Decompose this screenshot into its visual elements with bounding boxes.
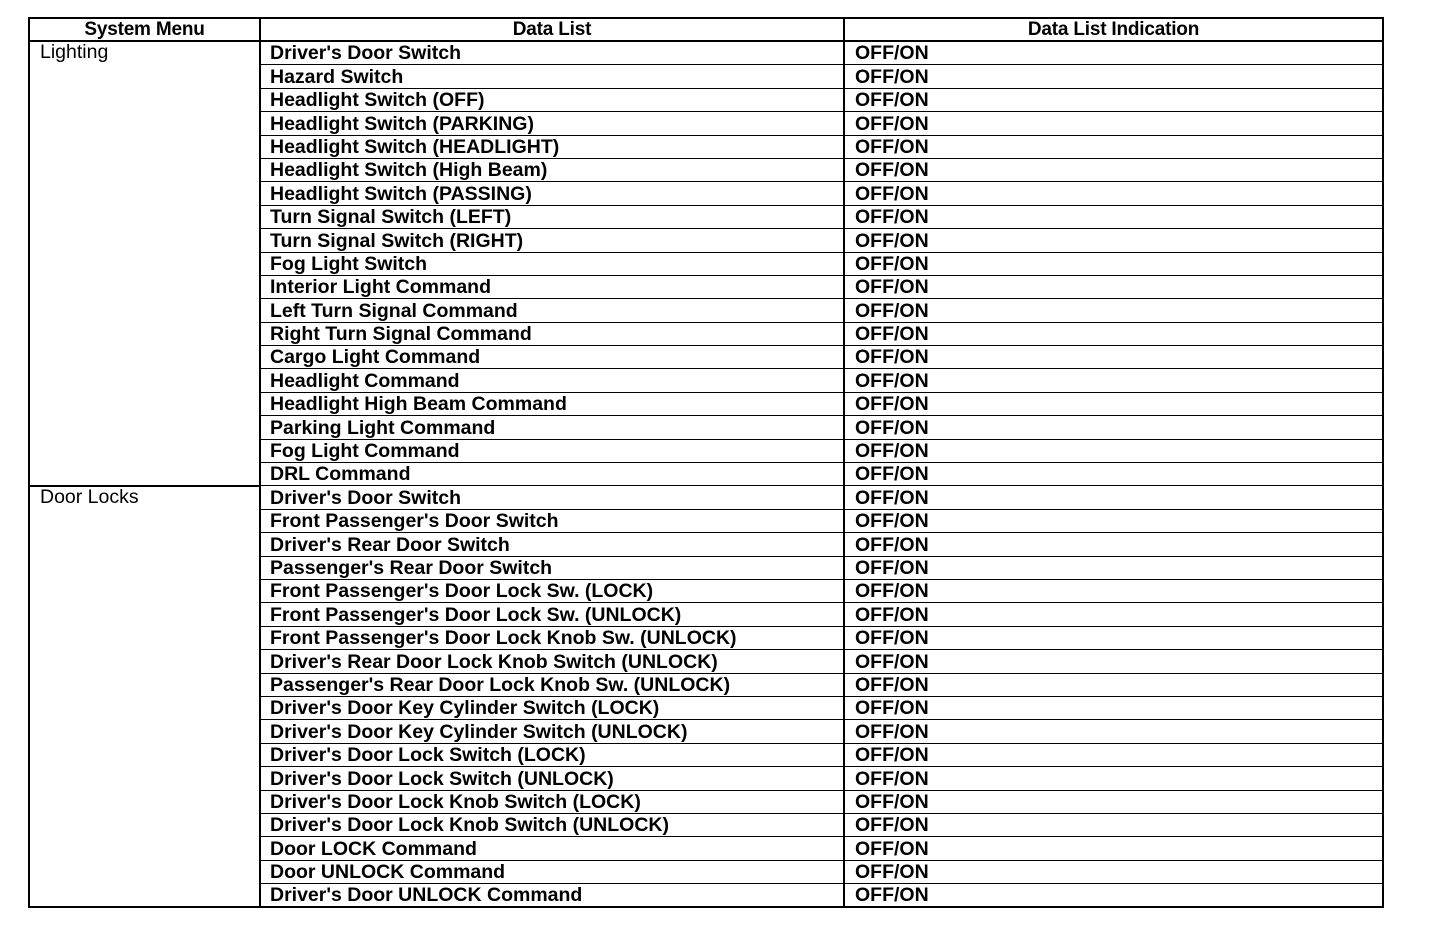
data-list-indication-cell: OFF/ON — [844, 860, 1383, 883]
data-list-indication-cell: OFF/ON — [844, 509, 1383, 532]
data-list-indication-cell: OFF/ON — [844, 41, 1383, 65]
data-list-indication-cell: OFF/ON — [844, 556, 1383, 579]
data-list-indication-cell: OFF/ON — [844, 299, 1383, 322]
data-list-indication-cell: OFF/ON — [844, 65, 1383, 88]
table-row — [29, 41, 1383, 65]
data-list-item-cell: Driver's Door Switch — [260, 486, 844, 509]
data-list-item-cell: Fog Light Switch — [260, 252, 844, 275]
data-list-item-cell: Front Passenger's Door Lock Knob Sw. (UNLOCK) — [260, 626, 844, 649]
data-list-item-cell: Cargo Light Command — [260, 346, 844, 369]
data-list-item-cell: Passenger's Rear Door Lock Knob Sw. (UNLOCK) — [260, 673, 844, 696]
data-list-item-cell: Driver's Door Key Cylinder Switch (LOCK) — [260, 696, 844, 719]
data-list-indication-cell: OFF/ON — [844, 767, 1383, 790]
data-list-item-cell: Headlight Command — [260, 369, 844, 392]
header-data-list: Data List — [260, 18, 844, 41]
data-list-indication-cell: OFF/ON — [844, 696, 1383, 719]
system-menu-cell: Lighting — [29, 41, 260, 486]
data-list-table — [28, 17, 1384, 908]
data-list-item-cell: Front Passenger's Door Switch — [260, 509, 844, 532]
data-list-indication-cell: OFF/ON — [844, 603, 1383, 626]
data-list-item-cell: Headlight High Beam Command — [260, 392, 844, 415]
data-list-item-cell: Hazard Switch — [260, 65, 844, 88]
data-list-indication-cell: OFF/ON — [844, 533, 1383, 556]
data-list-item-cell: Headlight Switch (HEADLIGHT) — [260, 135, 844, 158]
data-list-item-cell: Interior Light Command — [260, 275, 844, 298]
data-list-item-cell: Headlight Switch (OFF) — [260, 88, 844, 111]
data-list-item-cell: Front Passenger's Door Lock Sw. (LOCK) — [260, 579, 844, 602]
data-list-item-cell: Turn Signal Switch (RIGHT) — [260, 229, 844, 252]
data-list-item-cell: Passenger's Rear Door Switch — [260, 556, 844, 579]
data-list-indication-cell: OFF/ON — [844, 626, 1383, 649]
data-list-item-cell: Fog Light Command — [260, 439, 844, 462]
data-list-item-cell: Driver's Door Lock Knob Switch (UNLOCK) — [260, 813, 844, 836]
data-list-indication-cell: OFF/ON — [844, 135, 1383, 158]
data-list-indication-cell: OFF/ON — [844, 650, 1383, 673]
data-list-item-cell: Driver's Door Lock Switch (LOCK) — [260, 743, 844, 766]
data-list-item-cell: Headlight Switch (High Beam) — [260, 158, 844, 181]
data-list-indication-cell: OFF/ON — [844, 182, 1383, 205]
data-list-indication-cell: OFF/ON — [844, 275, 1383, 298]
data-list-item-cell: Parking Light Command — [260, 416, 844, 439]
data-list-indication-cell: OFF/ON — [844, 837, 1383, 860]
data-list-indication-cell: OFF/ON — [844, 673, 1383, 696]
data-list-indication-cell: OFF/ON — [844, 416, 1383, 439]
data-list-item-cell: Driver's Rear Door Lock Knob Switch (UNLOCK) — [260, 650, 844, 673]
data-list-indication-cell: OFF/ON — [844, 322, 1383, 345]
data-list-indication-cell: OFF/ON — [844, 205, 1383, 228]
data-list-indication-cell: OFF/ON — [844, 813, 1383, 836]
data-list-indication-cell: OFF/ON — [844, 579, 1383, 602]
data-list-item-cell: Left Turn Signal Command — [260, 299, 844, 322]
data-list-item-cell: Headlight Switch (PARKING) — [260, 112, 844, 135]
data-list-item-cell: Driver's Door UNLOCK Command — [260, 884, 844, 908]
data-list-indication-cell: OFF/ON — [844, 439, 1383, 462]
data-list-indication-cell: OFF/ON — [844, 790, 1383, 813]
header-data-list-indication: Data List Indication — [844, 18, 1383, 41]
data-list-indication-cell: OFF/ON — [844, 392, 1383, 415]
data-list-indication-cell: OFF/ON — [844, 229, 1383, 252]
data-list-indication-cell: OFF/ON — [844, 743, 1383, 766]
header-row — [29, 18, 1383, 41]
data-list-item-cell: Turn Signal Switch (LEFT) — [260, 205, 844, 228]
data-list-indication-cell: OFF/ON — [844, 720, 1383, 743]
data-list-indication-cell: OFF/ON — [844, 486, 1383, 509]
data-list-item-cell: Door UNLOCK Command — [260, 860, 844, 883]
data-list-indication-cell: OFF/ON — [844, 884, 1383, 908]
data-list-indication-cell: OFF/ON — [844, 463, 1383, 486]
table-header — [29, 18, 1383, 41]
system-menu-cell: Door Locks — [29, 486, 260, 908]
data-list-indication-cell: OFF/ON — [844, 252, 1383, 275]
data-list-item-cell: Right Turn Signal Command — [260, 322, 844, 345]
data-list-item-cell: Headlight Switch (PASSING) — [260, 182, 844, 205]
data-list-item-cell: DRL Command — [260, 463, 844, 486]
data-list-item-cell: Front Passenger's Door Lock Sw. (UNLOCK) — [260, 603, 844, 626]
data-list-indication-cell: OFF/ON — [844, 88, 1383, 111]
header-system-menu: System Menu — [29, 18, 260, 41]
data-list-item-cell: Driver's Door Lock Knob Switch (LOCK) — [260, 790, 844, 813]
data-list-item-cell: Driver's Door Switch — [260, 41, 844, 65]
data-list-indication-cell: OFF/ON — [844, 158, 1383, 181]
data-list-item-cell: Door LOCK Command — [260, 837, 844, 860]
data-list-indication-cell: OFF/ON — [844, 369, 1383, 392]
table-body — [29, 41, 1383, 907]
data-list-item-cell: Driver's Door Key Cylinder Switch (UNLOCK) — [260, 720, 844, 743]
data-list-item-cell: Driver's Door Lock Switch (UNLOCK) — [260, 767, 844, 790]
data-list-indication-cell: OFF/ON — [844, 112, 1383, 135]
table-row — [29, 486, 1383, 509]
data-list-item-cell: Driver's Rear Door Switch — [260, 533, 844, 556]
data-list-indication-cell: OFF/ON — [844, 346, 1383, 369]
